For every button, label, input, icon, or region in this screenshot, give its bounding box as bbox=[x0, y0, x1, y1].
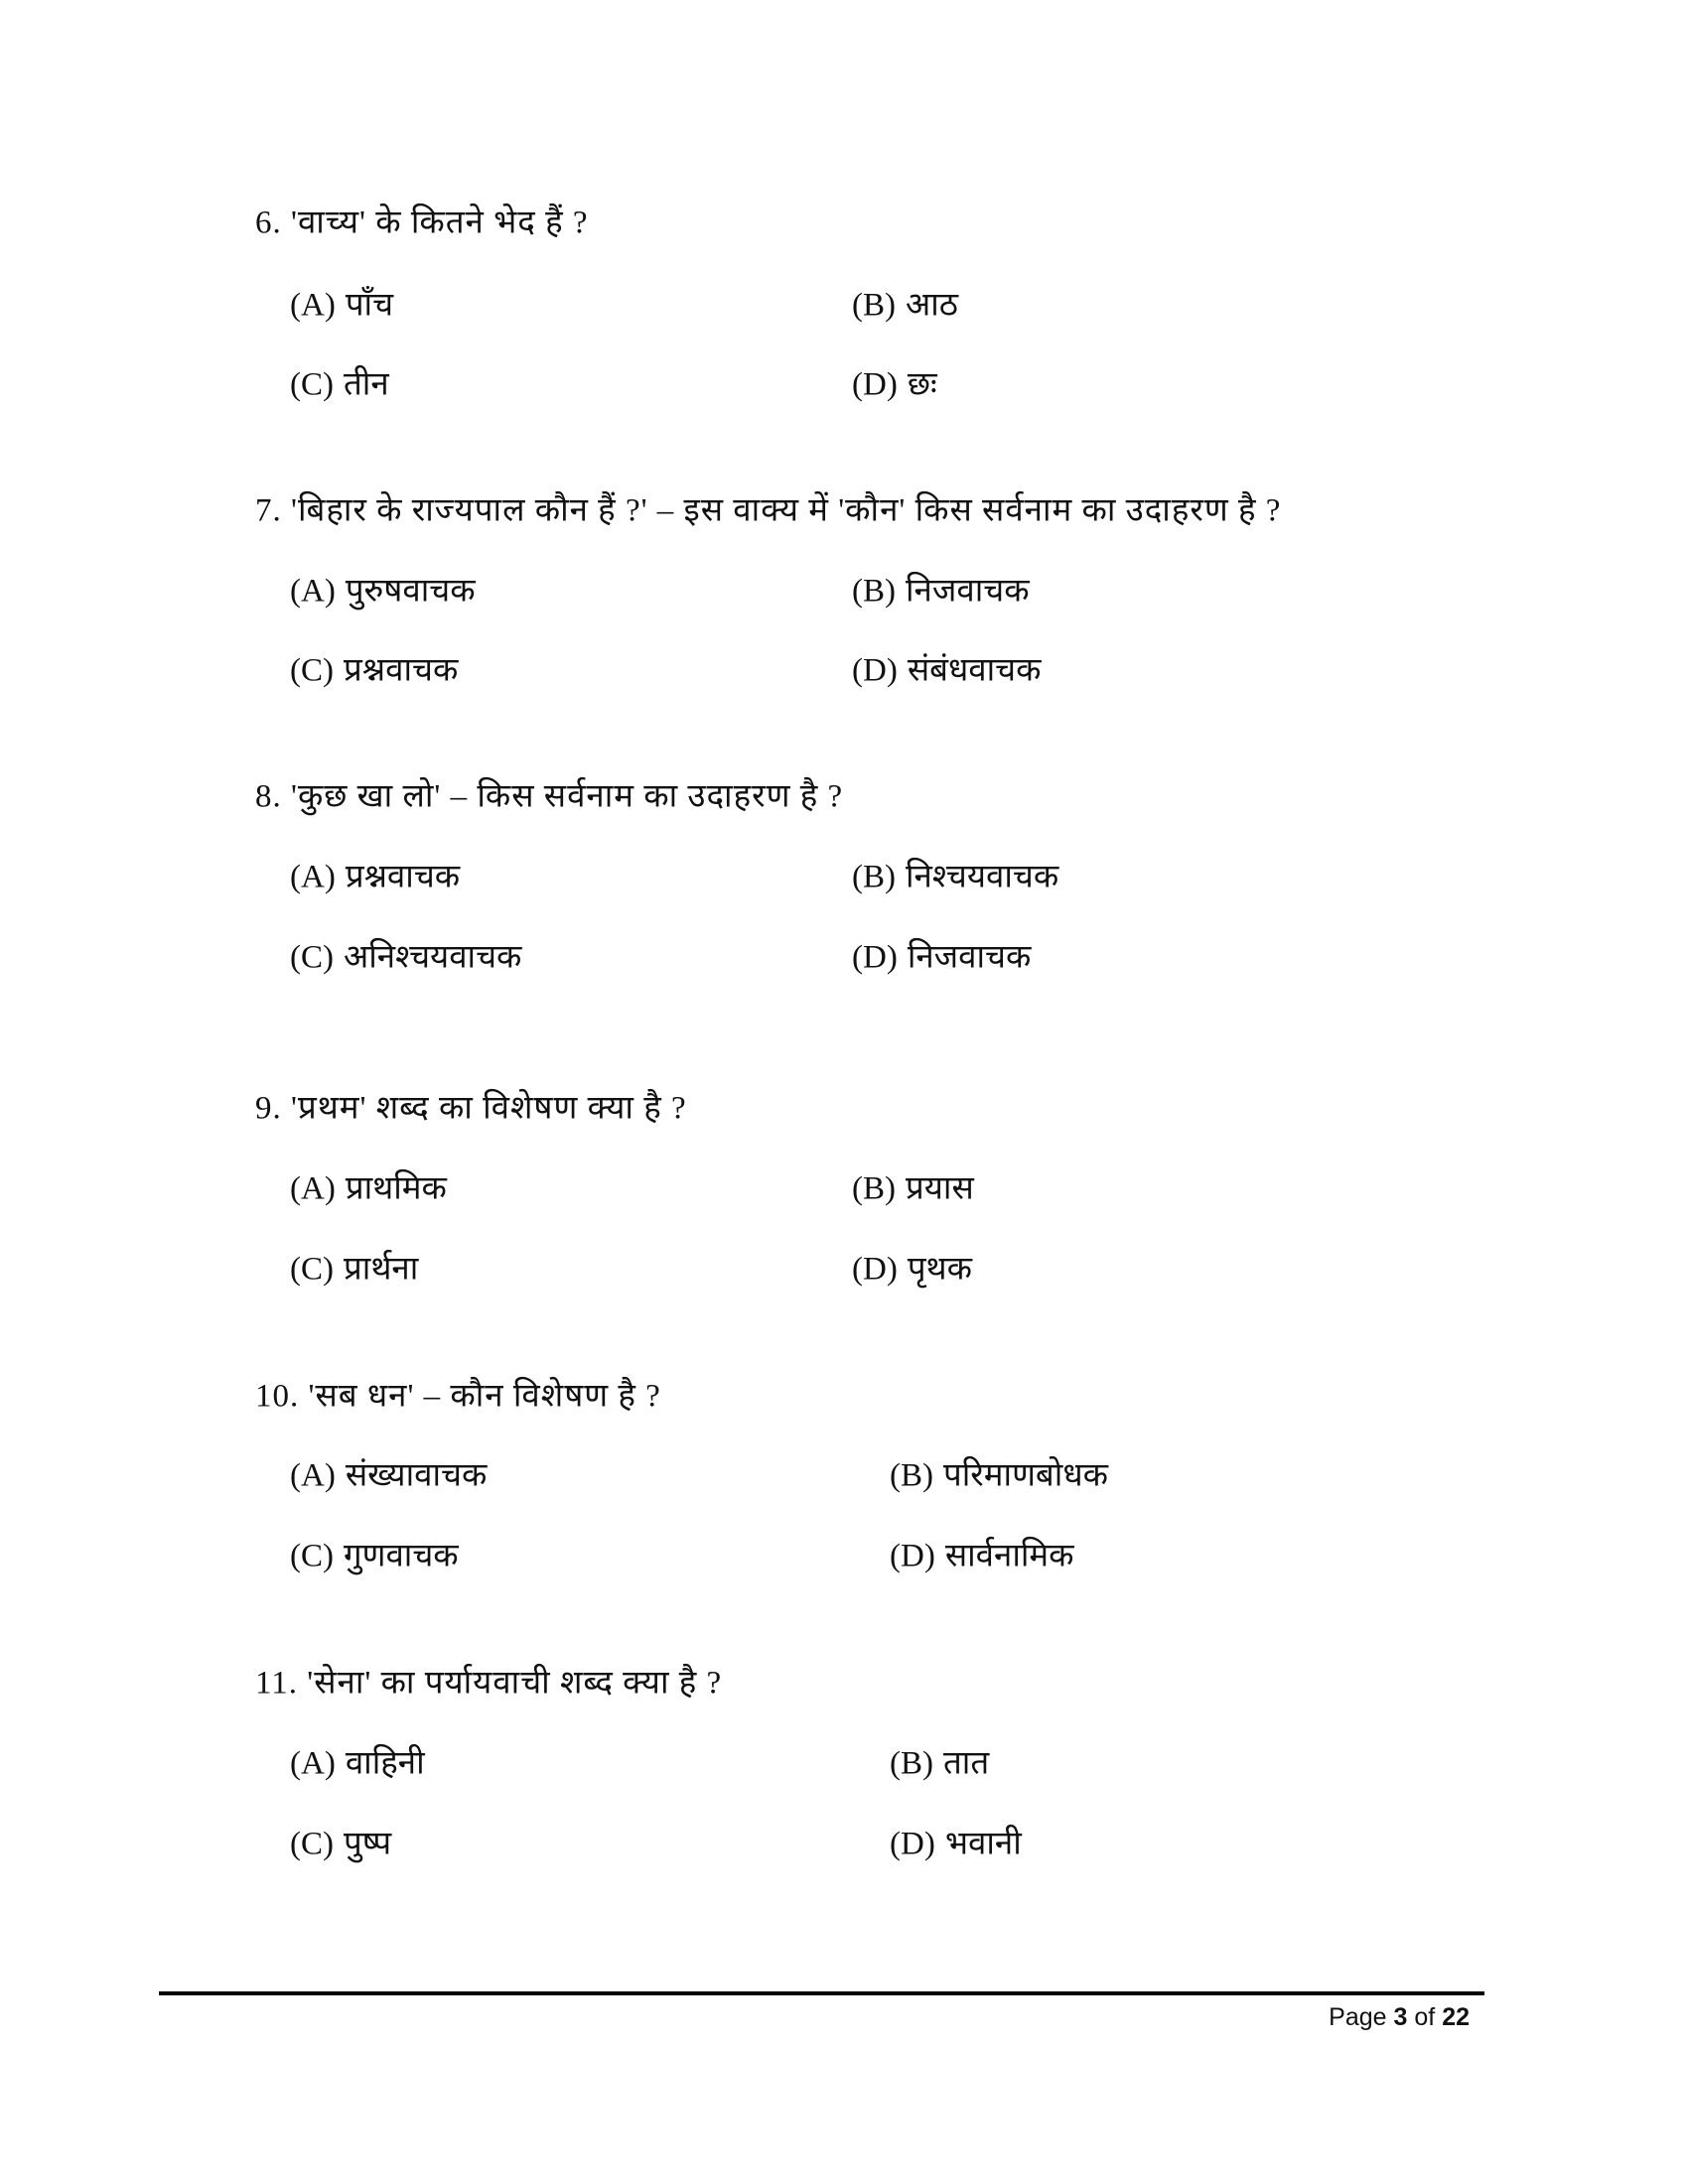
option-text: संबंधवाचक bbox=[907, 652, 1042, 689]
option-label: (C) bbox=[290, 939, 334, 976]
answer-option bbox=[290, 646, 458, 691]
answer-option bbox=[290, 933, 521, 978]
answer-option bbox=[290, 1532, 459, 1576]
option-label: (D) bbox=[852, 652, 898, 689]
option-label: (A) bbox=[290, 1745, 336, 1782]
option-label: (B) bbox=[852, 859, 896, 895]
option-label: (B) bbox=[852, 287, 896, 324]
option-text: प्रश्नवाचक bbox=[344, 652, 459, 689]
answer-option bbox=[852, 281, 958, 326]
option-text: संख्यावाचक bbox=[345, 1457, 488, 1494]
option-label: (D) bbox=[852, 939, 898, 976]
option-label: (A) bbox=[290, 859, 336, 895]
answer-option bbox=[290, 1245, 418, 1290]
option-text: निश्चयवाचक bbox=[906, 859, 1059, 895]
option-label: (B) bbox=[852, 573, 896, 610]
option-text: आठ bbox=[906, 287, 958, 324]
question-text: 10. 'सब धन' – कौन विशेषण है ? bbox=[255, 1378, 661, 1415]
option-label: (A) bbox=[290, 1170, 336, 1207]
option-text: पृथक bbox=[907, 1251, 972, 1288]
option-text: वाहिनी bbox=[345, 1745, 425, 1782]
option-text: पुष्प bbox=[344, 1826, 392, 1862]
option-text: प्राथमिक bbox=[345, 1170, 447, 1207]
option-text: निजवाचक bbox=[906, 573, 1030, 610]
option-text: तात bbox=[943, 1745, 990, 1782]
question-text: 9. 'प्रथम' शब्द का विशेषण क्या है ? bbox=[255, 1090, 687, 1127]
answer-option bbox=[290, 281, 393, 326]
option-label: (C) bbox=[290, 1826, 334, 1862]
option-label: (B) bbox=[852, 1170, 896, 1207]
answer-option bbox=[852, 360, 937, 405]
option-text: पाँच bbox=[345, 287, 394, 324]
option-label: (A) bbox=[290, 573, 336, 610]
answer-option bbox=[852, 646, 1041, 691]
answer-option bbox=[890, 1451, 1108, 1496]
answer-option bbox=[852, 567, 1030, 612]
option-label: (C) bbox=[290, 1251, 334, 1288]
option-label: (A) bbox=[290, 1457, 336, 1494]
option-label: (A) bbox=[290, 287, 336, 324]
option-label: (D) bbox=[890, 1538, 935, 1574]
answer-option bbox=[890, 1820, 1022, 1864]
footer-divider bbox=[159, 1991, 1484, 1995]
option-text: निजवाचक bbox=[907, 939, 1032, 976]
option-label: (D) bbox=[890, 1826, 935, 1862]
option-text: प्रश्नवाचक bbox=[345, 859, 461, 895]
answer-option bbox=[290, 1451, 487, 1496]
option-text: गुणवाचक bbox=[344, 1538, 459, 1574]
option-text: तीन bbox=[344, 366, 389, 403]
option-text: सार्वनामिक bbox=[944, 1538, 1074, 1574]
answer-option bbox=[290, 360, 389, 405]
option-text: प्रार्थना bbox=[344, 1251, 419, 1288]
answer-option bbox=[290, 1820, 391, 1864]
option-text: परिमाणबोधक bbox=[943, 1457, 1108, 1494]
option-label: (C) bbox=[290, 1538, 334, 1574]
option-text: भवानी bbox=[944, 1826, 1022, 1862]
question-text: 7. 'बिहार के राज्यपाल कौन हैं ?' – इस वाक्य में 'कौन' किस सर्वनाम का उदाहरण है ? bbox=[255, 492, 1282, 529]
page-number bbox=[1329, 2003, 1470, 2032]
option-label: (C) bbox=[290, 652, 334, 689]
option-text: पुरुषवाचक bbox=[345, 573, 476, 610]
page-total: 22 bbox=[1442, 2003, 1470, 2031]
answer-option bbox=[890, 1532, 1074, 1576]
option-label: (B) bbox=[890, 1745, 933, 1782]
page-prefix: Page bbox=[1329, 2003, 1387, 2031]
answer-option bbox=[852, 933, 1031, 978]
question-text: 6. 'वाच्य' के कितने भेद हैं ? bbox=[255, 205, 589, 241]
answer-option bbox=[290, 1739, 425, 1784]
option-label: (C) bbox=[290, 366, 334, 403]
option-label: (D) bbox=[852, 1251, 898, 1288]
option-label: (D) bbox=[852, 366, 898, 403]
option-text: प्रयास bbox=[906, 1170, 974, 1207]
answer-option bbox=[290, 567, 476, 612]
page-current: 3 bbox=[1393, 2003, 1408, 2031]
option-text: अनिश्चयवाचक bbox=[344, 939, 522, 976]
question-text: 8. 'कुछ खा लो' – किस सर्वनाम का उदाहरण है ? bbox=[255, 778, 844, 815]
answer-option bbox=[852, 853, 1058, 897]
answer-option bbox=[890, 1739, 989, 1784]
option-text: छः bbox=[907, 366, 937, 403]
answer-option bbox=[852, 1164, 974, 1209]
answer-option bbox=[852, 1245, 972, 1290]
answer-option bbox=[290, 1164, 447, 1209]
page-of: of bbox=[1414, 2003, 1436, 2031]
answer-option bbox=[290, 853, 460, 897]
option-label: (B) bbox=[890, 1457, 933, 1494]
question-text: 11. 'सेना' का पर्यायवाची शब्द क्या है ? bbox=[255, 1665, 723, 1702]
